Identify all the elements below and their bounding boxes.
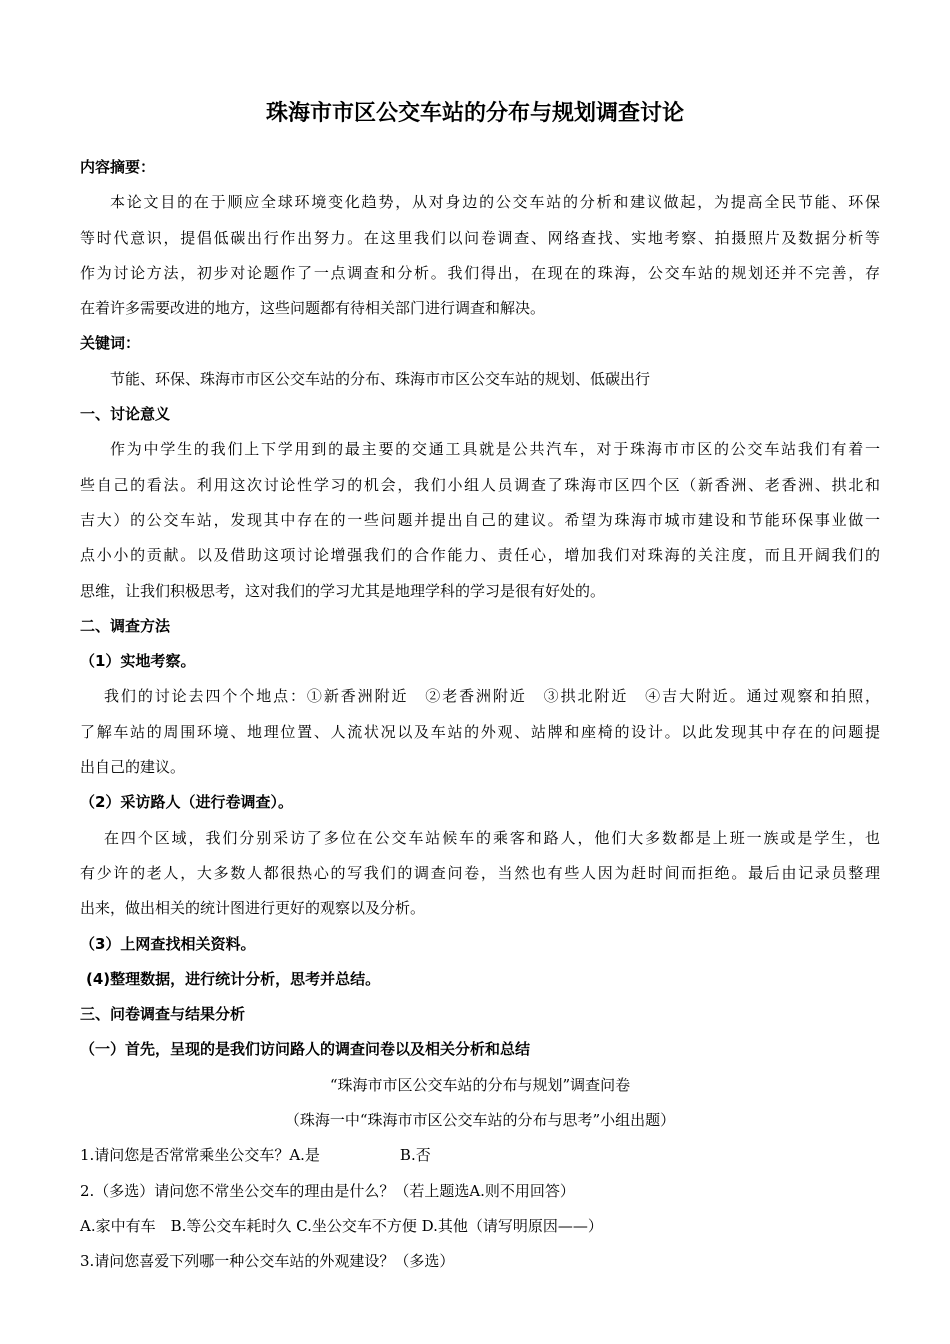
method-heading: （1）实地考察。: [80, 652, 196, 671]
questionnaire-subtitle: （珠海一中“珠海市市区公交车站的分布与思考”小组出题）: [284, 1111, 676, 1130]
abstract-line: 在着许多需要改进的地方，这些问题都有待相关部门进行调查和解决。: [80, 299, 546, 318]
question-1-option-b: B.否: [399, 1146, 431, 1165]
method-heading: (4)整理数据，进行统计分析，思考并总结。: [86, 969, 381, 988]
page-title: 珠海市市区公交车站的分布与规划调查讨论: [265, 101, 684, 126]
document-body: [80, 150, 880, 1280]
question-1: [80, 1138, 880, 1173]
question-2-options: A.家中有车 B.等公交车耗时久 C.坐公交车不方便 D.其他（请写明原因——）: [80, 1216, 603, 1235]
keywords-heading: 关键词：: [80, 334, 141, 353]
paragraph-line: 些自己的看法。利用这次讨论性学习的机会，我们小组人员调查了珠海市区四个区（新香洲、老香洲、拱北和: [80, 475, 880, 494]
paragraph-line: 吉大）的公交车站，发现其中存在的一些问题并提出自己的建议。希望为珠海市城市建设和节能环保事业做一: [80, 510, 880, 529]
paragraph-line: 思维，让我们积极思考，这对我们的学习尤其是地理学科的学习是很有好处的。: [80, 581, 606, 600]
subsection-heading: （一）首先，呈现的是我们访问路人的调查问卷以及相关分析和总结: [80, 1040, 531, 1059]
abstract-line: 作为讨论方法，初步对论题作了一点调查和分析。我们得出，在现在的珠海，公交车站的规划还并不完善，存: [80, 263, 880, 282]
abstract-line: 本论文目的在于顺应全球环境变化趋势，从对身边的公交车站的分析和建议做起，为提高全民节能、环保: [110, 193, 880, 212]
section-heading: 一、讨论意义: [80, 405, 171, 424]
question-3: 3.请问您喜爱下列哪一种公交车站的外观建设？（多选）: [80, 1252, 455, 1271]
method-heading: （2）采访路人（进行卷调查）。: [80, 793, 293, 812]
paragraph-line: 作为中学生的我们上下学用到的最主要的交通工具就是公共汽车，对于珠海市市区的公交车站我们有着一: [110, 440, 880, 459]
abstract-heading: 内容摘要：: [80, 158, 156, 176]
question-2: 2.（多选）请问您不常坐公交车的理由是什么？（若上题选A.则不用回答）: [80, 1181, 575, 1200]
question-1-text: 1.请问您是否常常乘坐公交车？A.是: [80, 1146, 320, 1165]
paragraph-line: 了解车站的周围环境、地理位置、人流状况以及车站的外观、站牌和座椅的设计。以此发现其中存在的问题提: [80, 722, 880, 741]
paragraph-line: 出来，做出相关的统计图进行更好的观察以及分析。: [80, 899, 426, 918]
paragraph-line: 出自己的建议。: [80, 758, 186, 777]
method-heading: （3）上网查找相关资料。: [80, 934, 256, 953]
paragraph-line: 在四个区域，我们分别采访了多位在公交车站候车的乘客和路人，他们大多数都是上班一族或是学生，也: [104, 828, 880, 847]
questionnaire-title: “珠海市市区公交车站的分布与规划”调查问卷: [329, 1075, 631, 1094]
paragraph-line: 点小小的贡献。以及借助这项讨论增强我们的合作能力、责任心，增加我们对珠海的关注度，而且开阔我们的: [80, 546, 880, 565]
paragraph-line: 有少许的老人，大多数人都很热心的写我们的调查问卷，当然也有些人因为赶时间而拒绝。最后由记录员整理: [80, 863, 880, 882]
abstract-line: 等时代意识，提倡低碳出行作出努力。在这里我们以问卷调查、网络查找、实地考察、拍摄照片及数据分析等: [80, 228, 880, 247]
section-heading: 三、问卷调查与结果分析: [80, 1005, 246, 1024]
keywords-text: 节能、环保、珠海市市区公交车站的分布、珠海市市区公交车站的规划、低碳出行: [110, 369, 651, 388]
paragraph-line: 我们的讨论去四个个地点：①新香洲附近 ②老香洲附近 ③拱北附近 ④吉大附近。通过观察和拍照，: [104, 687, 880, 706]
section-heading: 二、调查方法: [80, 616, 171, 635]
